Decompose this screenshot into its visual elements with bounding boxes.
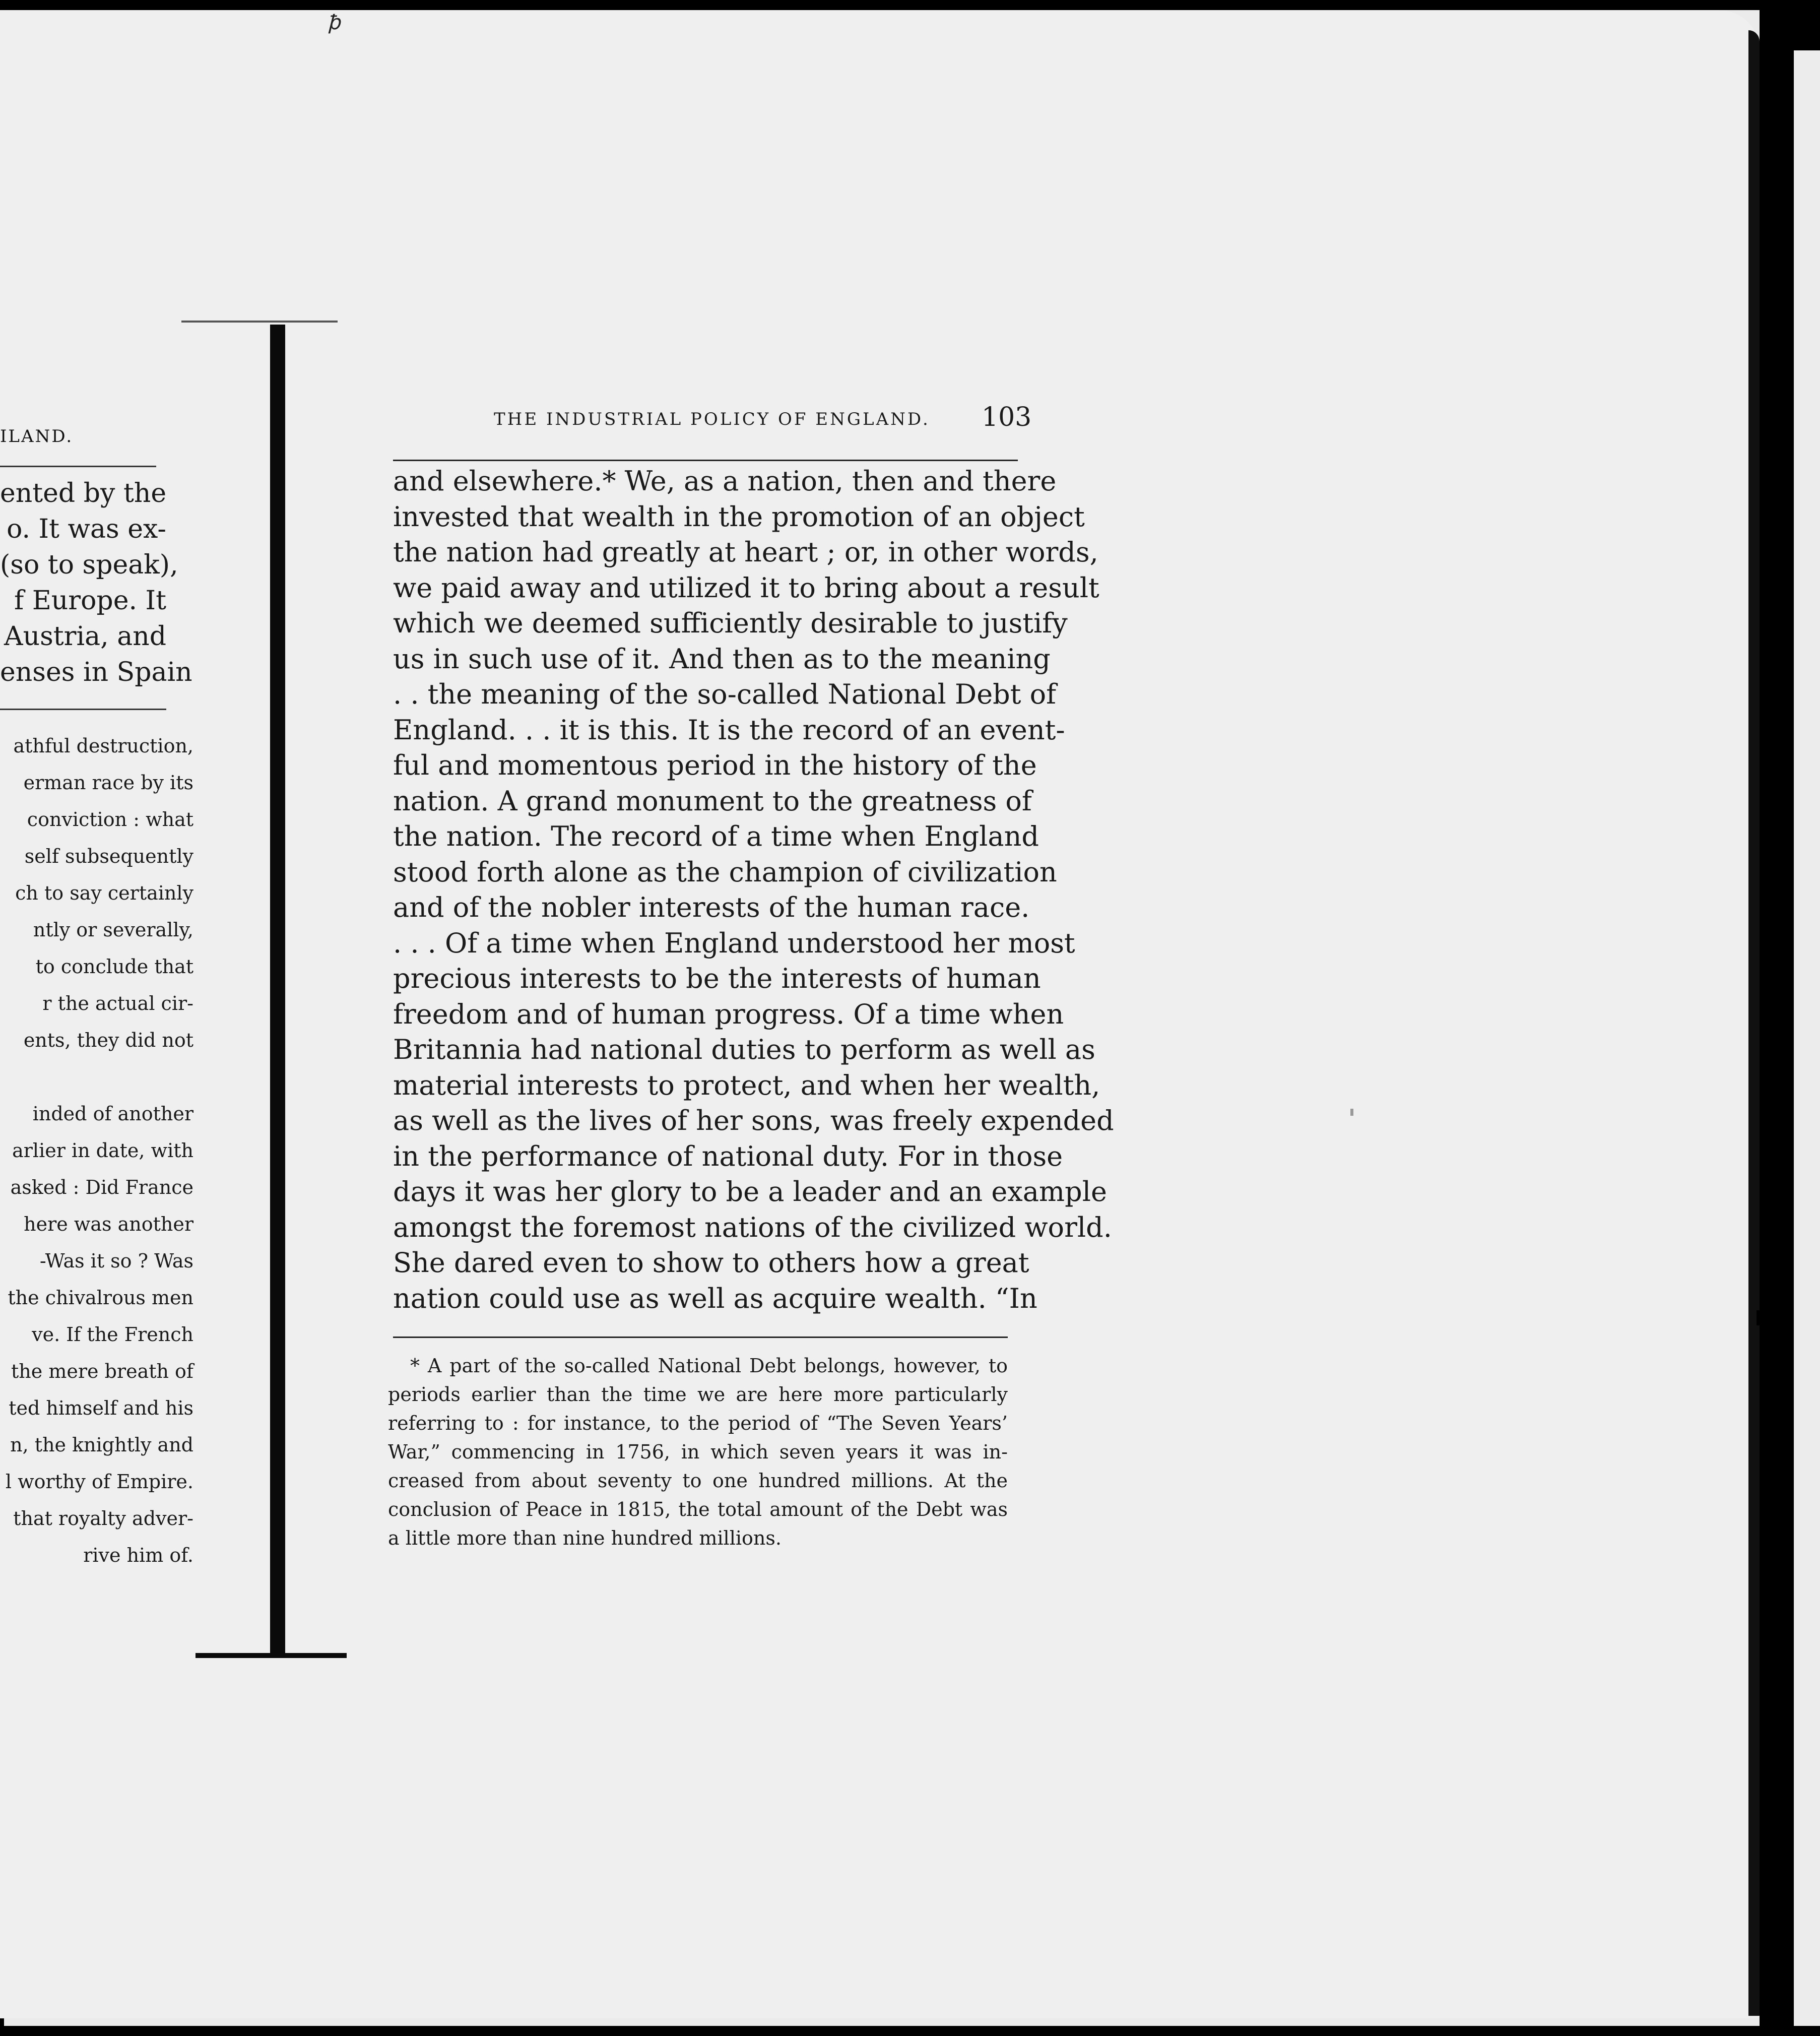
text-line: England. . . it is this. It is the record of an event- (393, 714, 1065, 746)
header-rule (393, 460, 1018, 461)
text-line: days it was her glory to be a leader and an example (393, 1176, 1107, 1207)
text-line: ented by the (0, 478, 167, 508)
text-line: ful and momentous period in the history of the (393, 749, 1037, 781)
text-line: ntly or severally, (33, 919, 193, 941)
film-bottom-border (0, 2026, 1820, 2036)
text-line: She dared even to show to others how a great (393, 1247, 1029, 1279)
spine-top-cap (181, 321, 338, 323)
text-line: the nation had greatly at heart ; or, in other words, (393, 536, 1098, 568)
text-line: and elsewhere.* We, as a nation, then and there (393, 465, 1057, 497)
footnote-line: War,” commencing in 1756, in which seven years it was in- (388, 1441, 1008, 1463)
text-line: as well as the lives of her sons, was freely expended (393, 1105, 1114, 1136)
text-line: arlier in date, with (12, 1139, 193, 1162)
text-line: in the performance of national duty. For in those (393, 1140, 1063, 1172)
text-line: precious interests to be the interests of human (393, 963, 1041, 994)
footnote-line: a little more than nine hundred millions. (388, 1527, 782, 1549)
text-line: nation could use as well as acquire wealth. “In (393, 1282, 1037, 1314)
footnote-line: creased from about seventy to one hundred millions. At the (388, 1470, 1008, 1492)
text-line: asked : Did France (10, 1176, 193, 1198)
text-line: here was another (24, 1213, 193, 1235)
text-line: self subsequently (24, 845, 193, 867)
text-line: material interests to protect, and when her wealth, (393, 1069, 1100, 1101)
text-line: Britannia had national duties to perform as well as (393, 1034, 1095, 1065)
text-line: the nation. The record of a time when England (393, 820, 1039, 852)
left-page-footnotes (0, 728, 193, 1574)
text-line: amongst the foremost nations of the civilized world. (393, 1211, 1112, 1243)
text-line: ch to say certainly (15, 882, 193, 904)
text-line: -Was it so ? Was (39, 1250, 193, 1272)
left-page-footnote-rule (0, 709, 166, 710)
film-notch (1757, 1310, 1764, 1325)
spine-bar (270, 325, 285, 1657)
footnote (388, 1352, 1008, 1553)
text-line: ents, they did not (23, 1029, 193, 1051)
text-line: erman race by its (23, 772, 193, 794)
body-text (393, 464, 1114, 1316)
text-line: that royalty adver- (13, 1507, 193, 1530)
text-line: n, the knightly and (10, 1434, 193, 1456)
text-line: the mere breath of (11, 1360, 193, 1382)
text-line: stood forth alone as the champion of civilization (393, 856, 1057, 888)
text-line: Austria, and (4, 621, 166, 652)
footnote-rule (393, 1337, 1008, 1338)
text-line: freedom and of human progress. Of a time when (393, 998, 1064, 1030)
text-line (0, 1059, 193, 1096)
page-number: 103 (982, 402, 1032, 432)
text-line: which we deemed sufficiently desirable to justify (393, 607, 1068, 639)
left-page-header-rule (0, 466, 156, 467)
text-line: conviction : what (27, 808, 193, 831)
text-line: us in such use of it. And then as to the meaning (393, 643, 1051, 675)
text-line: l worthy of Empire. (5, 1471, 193, 1493)
text-line: nation. A grand monument to the greatness of (393, 785, 1032, 817)
text-line: (so to speak), (0, 550, 178, 580)
left-page-body (0, 476, 192, 690)
text-line: . . the meaning of the so-called National Debt of (393, 678, 1057, 710)
film-top-border (0, 0, 1820, 10)
footnote-line: * A part of the so-called National Debt belongs, however, to (410, 1355, 1008, 1377)
text-line: we paid away and utilized it to bring about a result (393, 571, 1099, 604)
text-line: inded of another (32, 1103, 193, 1125)
text-line: o. It was ex- (7, 514, 166, 544)
text-line: ve. If the French (32, 1323, 193, 1346)
running-head: THE INDUSTRIAL POLICY OF ENGLAND. (494, 409, 930, 429)
text-line: athful destruction, (13, 735, 193, 757)
next-frame-strip (1794, 50, 1820, 2026)
text-line: . . . Of a time when England understood her most (393, 927, 1075, 959)
text-line: invested that wealth in the promotion of an object (393, 500, 1085, 533)
footnote-line: referring to : for instance, to the period of “The Seven Years’ (388, 1412, 1008, 1434)
text-line: f Europe. It (14, 586, 166, 616)
text-line: rive him of. (83, 1544, 193, 1566)
spine-bottom-cap (196, 1653, 347, 1658)
text-line: ted himself and his (9, 1397, 193, 1419)
text-line: r the actual cir- (42, 992, 193, 1014)
dust-speck (1350, 1109, 1353, 1116)
text-line: to conclude that (35, 956, 193, 978)
text-line: enses in Spain (0, 657, 192, 687)
footnote-line: conclusion of Peace in 1815, the total amount of the Debt was (388, 1498, 1008, 1520)
scan-mark: ꝥ (328, 11, 341, 34)
page-edge-shadow (1748, 30, 1760, 2016)
footnote-line: periods earlier than the time we are here more particularly (388, 1383, 1008, 1406)
text-line: and of the nobler interests of the human race. (393, 892, 1030, 923)
left-page-running-head: ILAND. (0, 426, 74, 447)
text-line: the chivalrous men (8, 1287, 193, 1309)
